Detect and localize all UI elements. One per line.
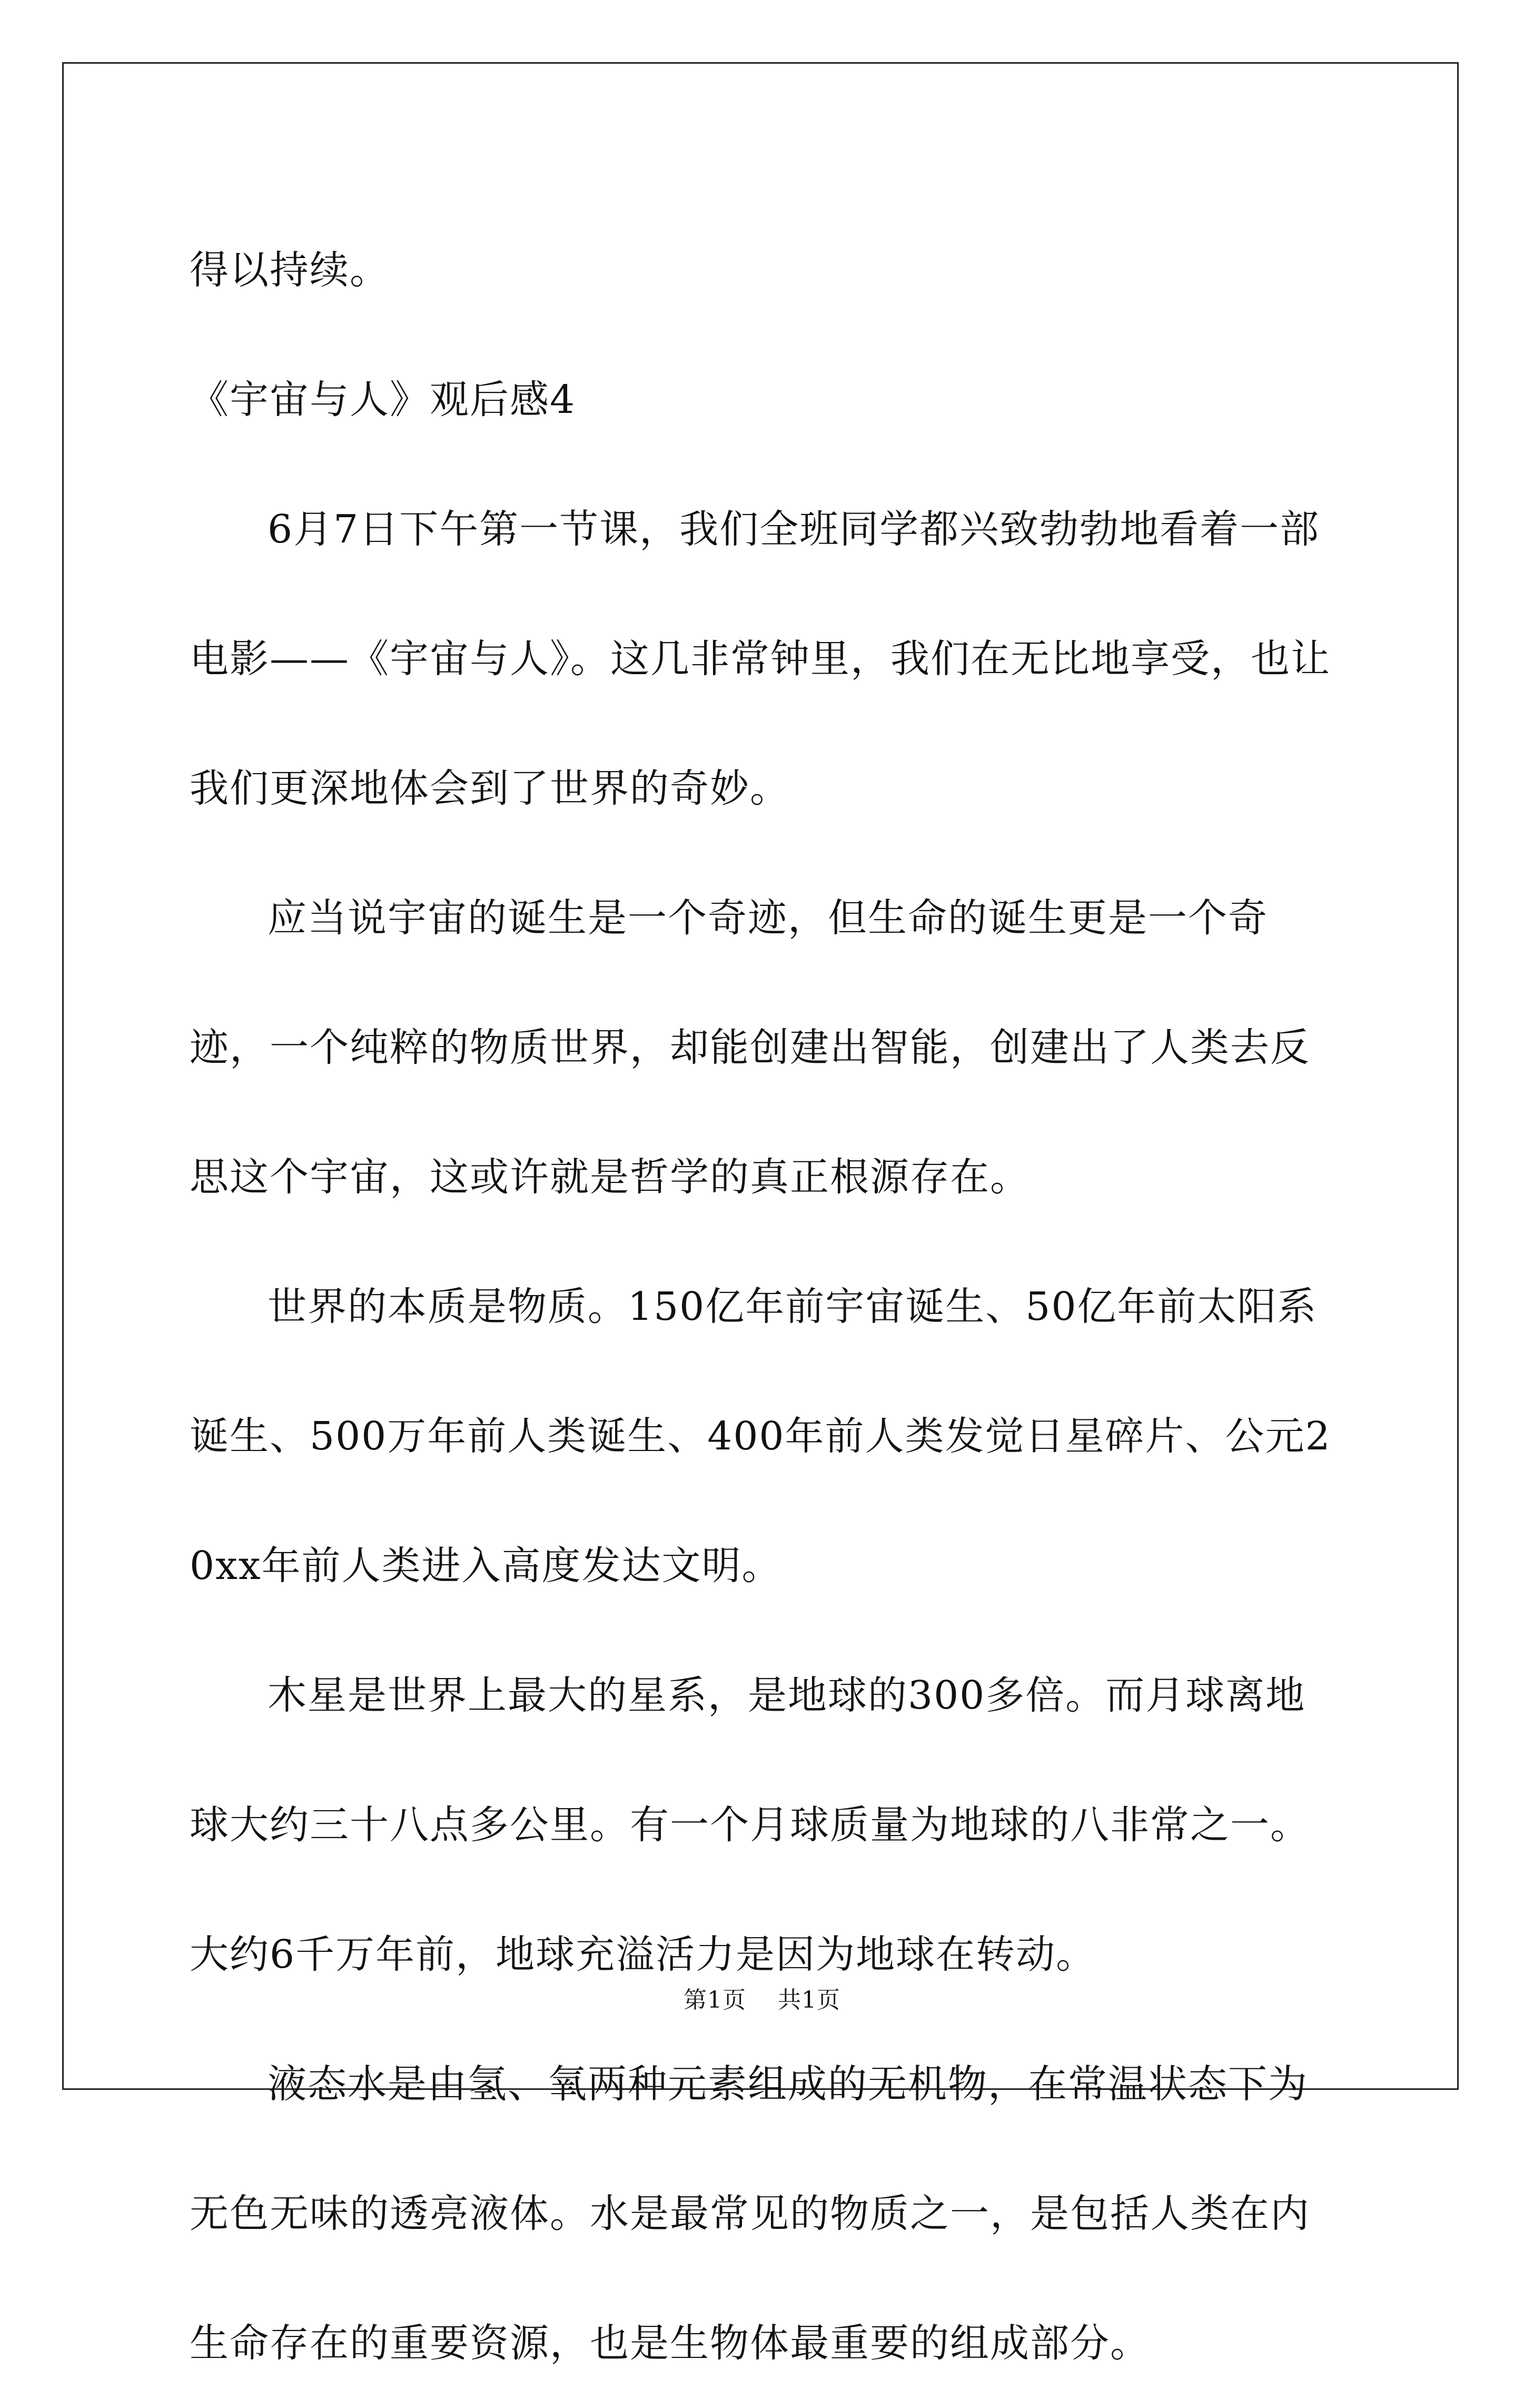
paragraph: 应当说宇宙的诞生是一个奇迹，但生命的诞生更是一个奇迹，一个纯粹的物质世界，却能创建出智能，创建出了人类去反思这个宇宙，这或许就是哲学的真正根源存在。 (190, 895, 1310, 1200)
paragraph: 木星是世界上最大的星系，是地球的300多倍。而月球离地球大约三十八点多公里。有一个月球质量为地球的八非常之一。大约6千万年前，地球充溢活力是因为地球在转动。 (190, 1673, 1310, 1977)
paragraph: 世界的本质是物质。150亿年前宇宙诞生、50亿年前太阳系诞生、500万年前人类诞生、400年前人类发觉日星碎片、公元20xx年前人类进入高度发达文明。 (190, 1284, 1331, 1588)
document-body (190, 205, 1343, 2408)
page-footer (0, 1985, 1524, 2016)
section-heading: 《宇宙与人》观后感4 (190, 377, 576, 422)
paragraph-continuation: 得以持续。 (190, 248, 390, 293)
paragraph: 6月7日下午第一节课，我们全班同学都兴致勃勃地看着一部电影——《宇宙与人》。这几非常钟里，我们在无比地享受，也让我们更深地体会到了世界的奇妙。 (190, 507, 1331, 811)
page-total: 共1页 (777, 1987, 840, 2014)
footer-spacer (746, 1987, 778, 2014)
page-number: 第1页 (684, 1987, 747, 2014)
paragraph: 液态水是由氢、氧两种元素组成的无机物，在常温状态下为无色无味的透亮液体。水是最常见的物质之一，是包括人类在内生命存在的重要资源，也是生物体最重要的组成部分。 (190, 2061, 1310, 2366)
